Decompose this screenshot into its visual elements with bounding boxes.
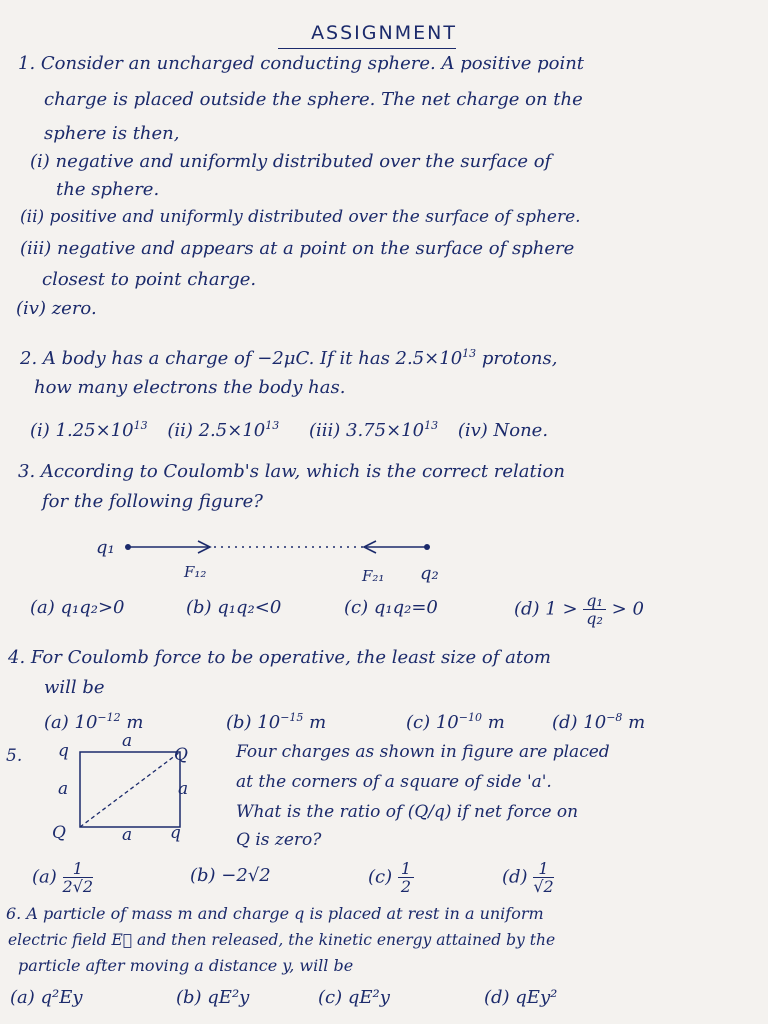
- q5-number: 5.: [6, 746, 23, 766]
- q1-line-3: sphere is then,: [44, 123, 180, 144]
- q5-line-2: at the corners of a square of side 'a'.: [236, 772, 552, 792]
- q2-line-1-exponent: 13: [462, 347, 477, 360]
- q5-option-a: [32, 860, 93, 895]
- q2-options: [30, 414, 548, 443]
- q4-line-2: will be: [44, 677, 105, 698]
- q3-fig-f21-label: F₂₁: [362, 567, 385, 585]
- q5-fig-bottom-right-charge: q: [170, 823, 181, 843]
- q5-option-a-fraction: [63, 860, 94, 895]
- q5-fig-right-side-label: a: [178, 779, 189, 799]
- q3-line-1: 3. According to Coulomb's law, which is the correct relation: [18, 461, 565, 482]
- q5-fig-top-side-label: a: [122, 731, 133, 751]
- q5-option-a-label: (a): [32, 866, 57, 888]
- q3-fig-f12-label: F₁₂: [184, 563, 207, 581]
- q4-option-d-unit: m: [622, 712, 646, 733]
- q2-option-1-exponent: 13: [133, 419, 148, 432]
- q5-fig-left-side-label: a: [58, 779, 69, 799]
- q1-option-1a: (i) negative and uniformly distributed over the surface of: [30, 151, 552, 172]
- q6-line-1: 6. A particle of mass m and charge q is placed at rest in a uniform: [6, 904, 544, 923]
- q3-option-d-denominator: q₂: [586, 609, 603, 628]
- q2-option-1: (i) 1.25×10: [30, 420, 134, 441]
- q3-fig-q2-label: q₂: [420, 563, 439, 584]
- q6-option-a: (a) q²Ey: [10, 987, 83, 1008]
- q5-option-b: (b) −2√2: [190, 865, 271, 886]
- q5-option-d-denominator: √2: [533, 877, 554, 896]
- q5-option-a-numerator: 1: [63, 860, 94, 878]
- q4-option-b: [226, 706, 326, 735]
- q4-option-a-text: (a) 10: [44, 712, 98, 733]
- q5-fig-top-right-charge: Q: [174, 745, 188, 765]
- q4-option-d-text: (d) 10: [552, 712, 607, 733]
- q6-option-d: (d) qEy²: [484, 987, 558, 1008]
- q3-option-d: [514, 592, 644, 627]
- q2-line-1-end: protons,: [476, 348, 558, 369]
- q5-option-c-numerator: 1: [398, 860, 414, 878]
- q6-option-b: (b) qE²y: [176, 987, 250, 1008]
- q5-fig-diagonal: [80, 752, 180, 827]
- q2-option-2-exponent: 13: [265, 419, 280, 432]
- q5-option-d: [502, 860, 554, 895]
- q5-fig-bottom-left-charge: Q: [52, 823, 66, 843]
- q1-line-1: 1. Consider an uncharged conducting sphere. A positive point: [18, 53, 585, 74]
- q3-option-d-prefix: (d) 1 >: [514, 598, 578, 620]
- q6-line-2: electric field E⃗ and then released, the kinetic energy attained by the: [8, 931, 556, 949]
- q4-option-c-unit: m: [481, 712, 505, 733]
- q5-line-3: What is the ratio of (Q/q) if net force on: [236, 802, 579, 822]
- q4-option-c-exponent: −10: [458, 711, 482, 724]
- q1-option-4: (iv) zero.: [16, 298, 97, 319]
- q3-option-b: (b) q₁q₂<0: [186, 597, 282, 618]
- q4-line-1: 4. For Coulomb force to be operative, the least size of atom: [8, 647, 551, 668]
- q5-option-c: [368, 860, 414, 895]
- q3-fig-charge-q2: [424, 544, 430, 550]
- q5-option-a-denominator: 2√2: [62, 877, 94, 896]
- q2-option-3-exponent: 13: [424, 419, 439, 432]
- q5-line-1: Four charges as shown in figure are placed: [236, 742, 610, 762]
- q4-option-b-text: (b) 10: [226, 712, 281, 733]
- q4-option-a-exponent: −12: [97, 711, 121, 724]
- q4-option-a-unit: m: [120, 712, 144, 733]
- q3-option-a: (a) q₁q₂>0: [30, 597, 125, 618]
- q1-option-1b: the sphere.: [56, 179, 160, 200]
- q5-square-figure: [40, 730, 210, 845]
- q5-fig-bottom-side-label: a: [122, 825, 133, 845]
- q4-option-d-exponent: −8: [606, 711, 623, 724]
- q1-line-2: charge is placed outside the sphere. The net charge on the: [44, 89, 583, 110]
- page-title: ASSIGNMENT: [311, 22, 457, 44]
- q3-option-d-fraction: [583, 592, 606, 627]
- q2-line-1-text: 2. A body has a charge of −2μC. If it has 2.5×10: [20, 348, 463, 369]
- q4-option-c-text: (c) 10: [406, 712, 459, 733]
- q6-option-c: (c) qE²y: [318, 987, 390, 1008]
- q3-force-figure: [80, 525, 460, 585]
- q2-line-1: [20, 342, 557, 371]
- q5-option-c-denominator: 2: [400, 877, 412, 896]
- q2-option-4: (iv) None.: [457, 420, 549, 441]
- q1-option-3b: closest to point charge.: [42, 269, 257, 290]
- q5-line-4: Q is zero?: [236, 830, 322, 850]
- q5-fig-top-left-charge: q: [58, 741, 69, 761]
- q6-line-3: particle after moving a distance y, will be: [18, 956, 354, 975]
- q2-option-3: (iii) 3.75×10: [308, 420, 425, 441]
- q1-option-2: (ii) positive and uniformly distributed over the surface of sphere.: [20, 207, 581, 227]
- q4-option-b-unit: m: [303, 712, 327, 733]
- q2-line-2: how many electrons the body has.: [34, 377, 346, 398]
- q5-option-d-label: (d): [502, 866, 528, 888]
- q3-line-2: for the following figure?: [42, 491, 263, 512]
- q3-option-c: (c) q₁q₂=0: [344, 597, 438, 618]
- q3-option-d-suffix: > 0: [611, 598, 644, 620]
- q5-option-d-fraction: [533, 860, 553, 895]
- q5-option-d-numerator: 1: [533, 860, 553, 878]
- q3-fig-q1-label: q₁: [96, 537, 115, 558]
- q2-option-2: (ii) 2.5×10: [167, 420, 266, 441]
- q4-option-b-exponent: −15: [280, 711, 304, 724]
- q3-option-d-numerator: q₁: [583, 592, 606, 610]
- title-underline: [278, 48, 456, 49]
- q4-option-c: [406, 706, 505, 735]
- q5-option-c-fraction: [398, 860, 414, 895]
- q5-option-c-label: (c): [368, 866, 393, 888]
- q4-option-d: [552, 706, 645, 735]
- q1-option-3a: (iii) negative and appears at a point on the surface of sphere: [20, 238, 575, 259]
